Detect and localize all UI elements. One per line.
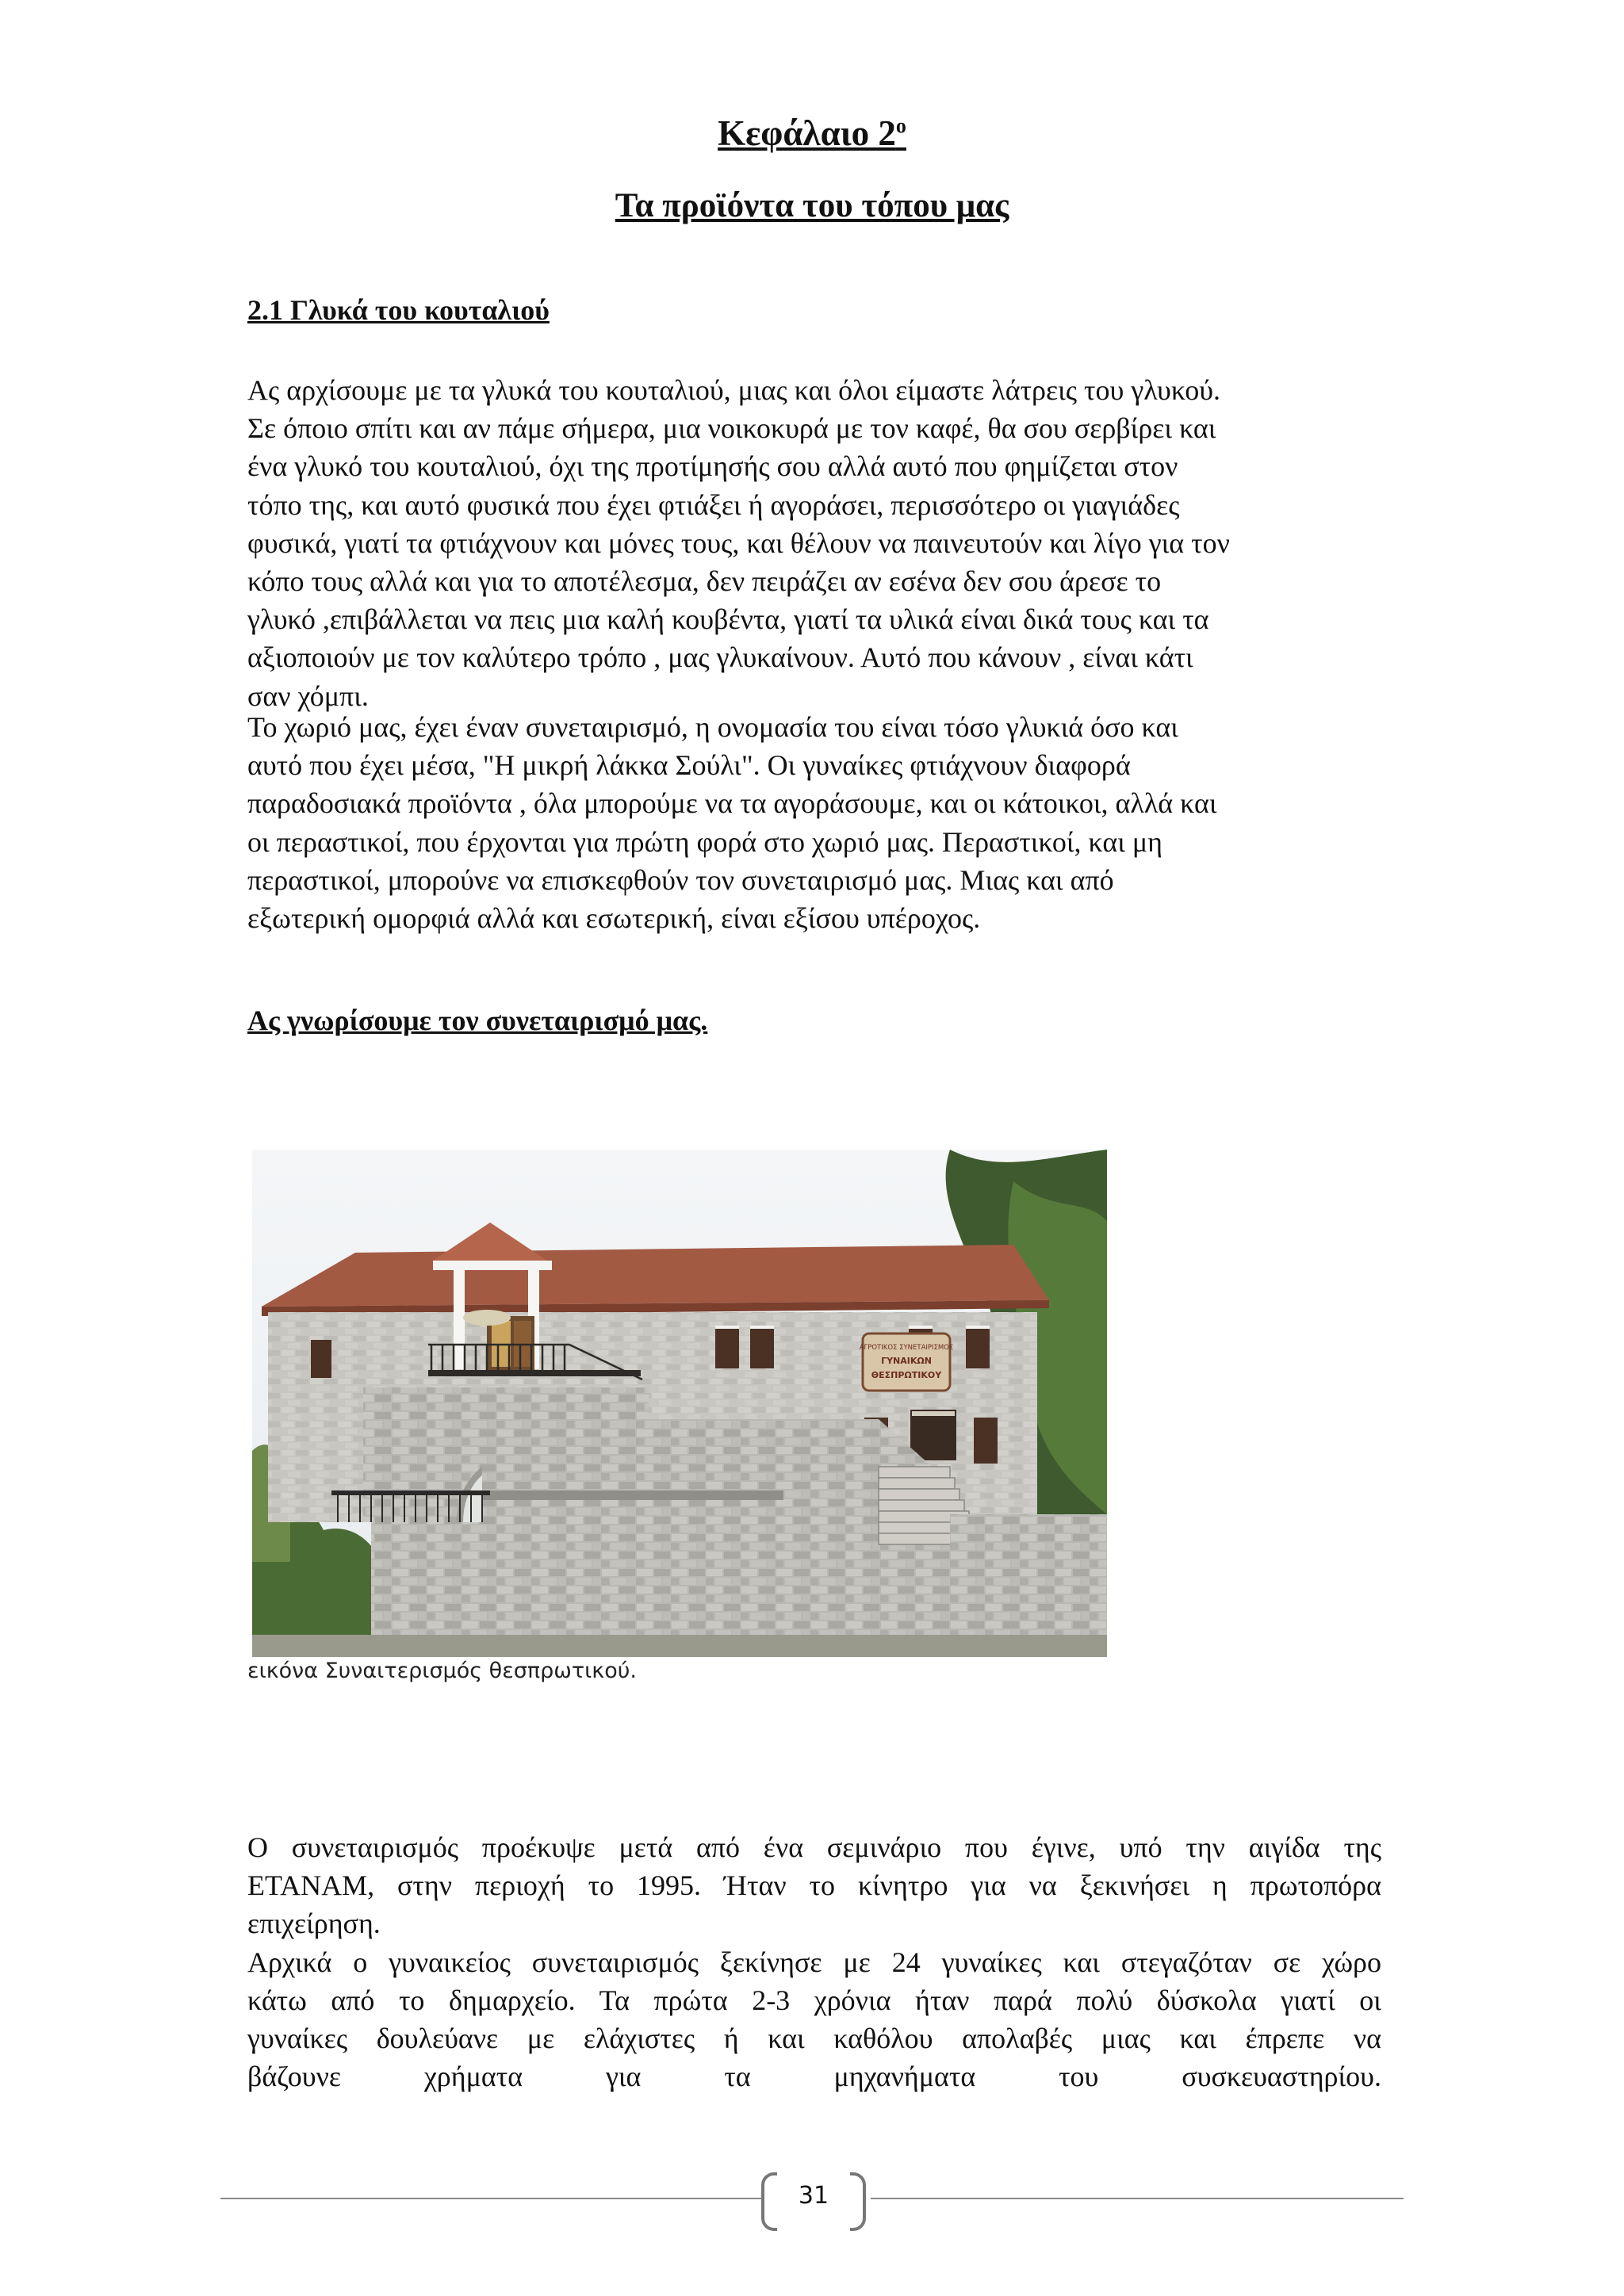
text-line: εξωτερική ομορφιά αλλά και εσωτερική, είναι εξίσου υπέροχος. xyxy=(247,902,981,935)
text-line: φυσικά, γιατί τα φτιάχνουν και μόνες τους, και θέλουν να παινευτούν και λίγο για τον xyxy=(247,526,1230,559)
text-line: τόπο της, και αυτό φυσικά που έχει φτιάξει ή αγοράσει, περισσότερο οι γιαγιάδες xyxy=(247,488,1180,521)
paragraph-cooperative-intro xyxy=(247,708,1381,937)
text-line: Ο συνεταιρισμός προέκυψε μετά από ένα σεμινάριο που έγινε, υπό την αιγίδα της xyxy=(247,1831,1381,1863)
text-line: κόπο τους αλλά και για το αποτέλεσμα, δεν πειράζει αν εσένα δεν σου άρεσε το xyxy=(247,565,1162,598)
cooperative-building-photo xyxy=(252,1150,1107,1657)
text-line: Σε όποιο σπίτι και αν πάμε σήμερα, μια νοικοκυρά με τον καφέ, θα σου σερβίρει και xyxy=(247,412,1216,445)
sign-text-line: ΘΕΣΠΡΩΤΙΚΟΥ xyxy=(871,1370,942,1380)
chapter-subtitle: Τα προϊόντα του τόπου μας xyxy=(615,187,1009,224)
footer-rule-left xyxy=(220,2198,764,2199)
cooperative-heading: Ας γνωρίσουμε τον συνεταιρισμό μας. xyxy=(247,1004,708,1036)
section-heading: 2.1 Γλυκά του κουταλιού xyxy=(247,294,550,326)
footer-rule-right xyxy=(871,2198,1404,2199)
paragraph-spoon-sweets xyxy=(247,371,1381,715)
text-line: αυτό που έχει μέσα, "Η μικρή λάκκα Σούλι". Οι γυναίκες φτιάχνουν διαφορά xyxy=(247,749,1131,782)
text-line: γυναίκες δουλεύανε με ελάχιστες ή και καθόλου απολαβές μιας και έπρεπε να xyxy=(247,2022,1381,2055)
text-line: αξιοποιούν με τον καλύτερο τρόπο , μας γλυκαίνουν. Αυτό που κάνουν , είναι κάτι xyxy=(247,641,1193,674)
text-line: περαστικοί, μπορούνε να επισκεφθούν τον συνεταιρισμό μας. Μιας και από xyxy=(247,863,1114,896)
footer-bracket-right xyxy=(850,2172,866,2231)
sign-text-line: ΑΓΡΟΤΙΚΟΣ ΣΥΝΕΤΑΙΡΙΣΜΟΣ xyxy=(859,1344,954,1352)
chapter-title-superscript: ο xyxy=(895,114,906,137)
text-line: σαν χόμπι. xyxy=(247,679,369,712)
footer-bracket-left xyxy=(761,2172,777,2231)
photo-caption: εικόνα Συναιτερισμός θεσπρωτικού. xyxy=(247,1659,637,1683)
text-line: παραδοσιακά προϊόντα , όλα μπορούμε να τα αγοράσουμε, και οι κάτοικοι, αλλά και xyxy=(247,787,1217,820)
sign-text-line: ΓΥΝΑΙΚΩΝ xyxy=(881,1356,932,1366)
text-line: κάτω από το δημαρχείο. Τα πρώτα 2-3 χρόνια ήταν παρά πολύ δύσκολα γιατί οι xyxy=(247,1984,1381,2016)
text-line: Το χωριό μας, έχει έναν συνεταιρισμό, η ονομασία του είναι τόσο γλυκιά όσο και xyxy=(247,711,1178,743)
text-line: επιχείρηση. xyxy=(247,1908,381,1940)
text-line: ΕΤΑΝΑΜ, στην περιοχή το 1995. Ήταν το κίνητρο για να ξεκινήσει η πρωτοπόρα xyxy=(247,1869,1381,1902)
page-number: 31 xyxy=(798,2182,829,2210)
text-line: Αρχικά ο γυναικείος συνεταιρισμός ξεκίνησε με 24 γυναίκες και στεγαζόταν σε χώρο xyxy=(247,1946,1381,1978)
text-line: γλυκό ,επιβάλλεται να πεις μια καλή κουβέντα, γιατί τα υλικά είναι δικά τους και τα xyxy=(247,603,1209,636)
text-line: Ας αρχίσουμε με τα γλυκά του κουταλιού, μιας και όλοι είμαστε λάτρεις του γλυκού. xyxy=(247,374,1221,406)
text-line: βάζουνε χρήματα για τα μηχανήματα του συσκευαστηρίου. xyxy=(247,2061,1381,2093)
paragraph-cooperative-history xyxy=(247,1828,1381,2095)
text-line: ένα γλυκό του κουταλιού, όχι της προτίμησής σου αλλά αυτό που φημίζεται στον xyxy=(247,450,1178,483)
chapter-title: Κεφάλαιο $2^o$ xyxy=(718,113,906,153)
text-line: οι περαστικοί, που έρχονται για πρώτη φορά στο χωριό μας. Περαστικοί, και μη xyxy=(247,825,1163,858)
